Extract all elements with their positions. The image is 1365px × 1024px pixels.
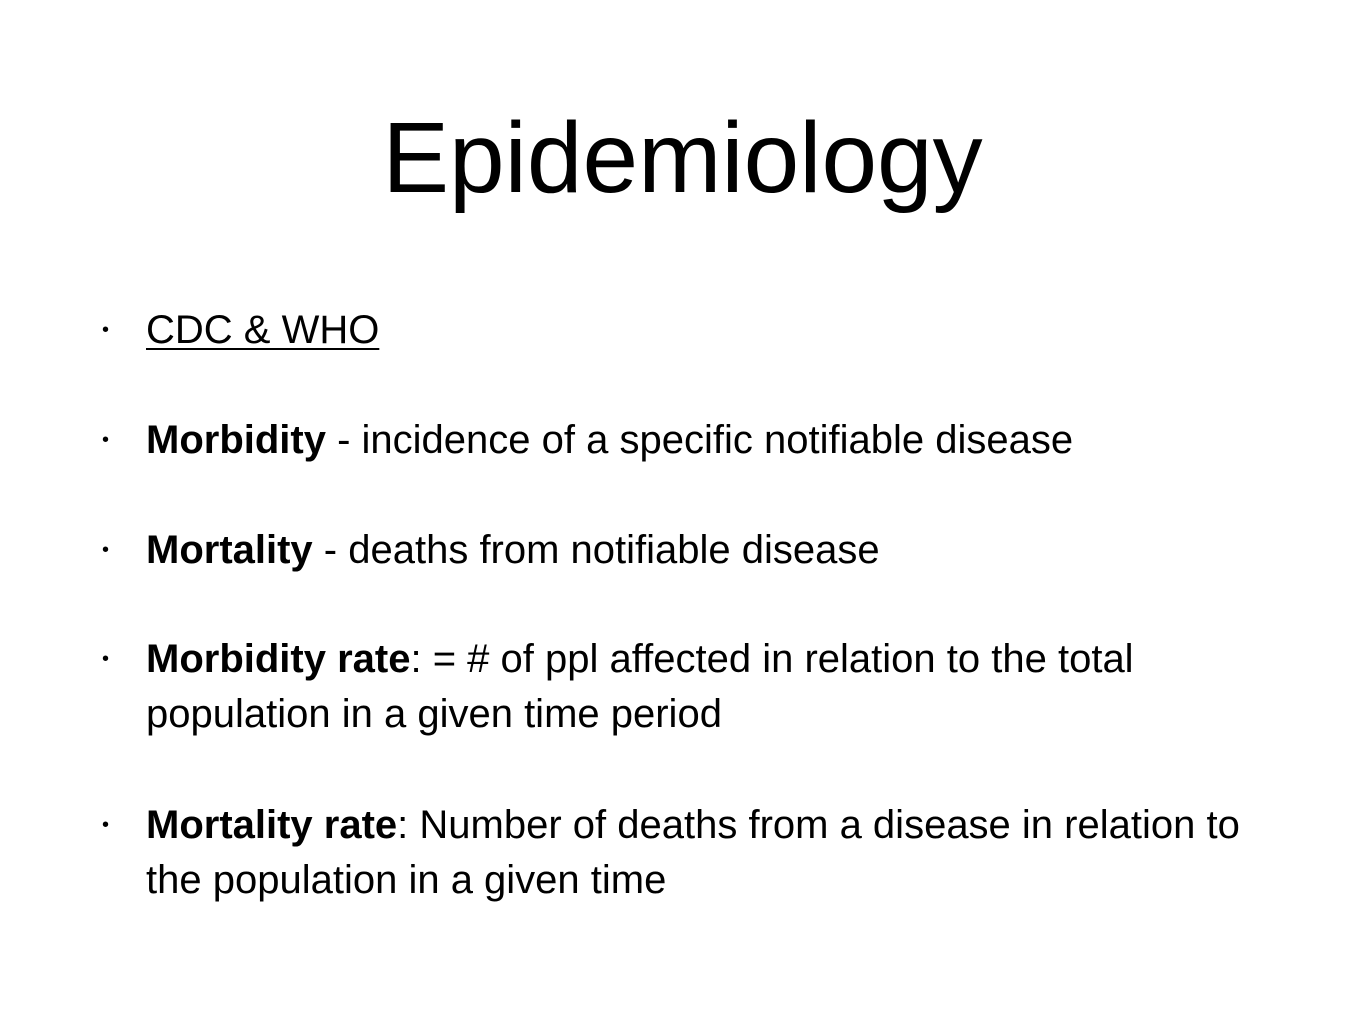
term-morbidity: Morbidity xyxy=(146,418,326,462)
bullet-dot-icon: • xyxy=(102,319,110,341)
bullet-dot-icon: • xyxy=(102,648,110,670)
definition-mortality-rate: : Number of deaths from a disease in relation to the population in a given time xyxy=(146,803,1240,902)
definition-mortality: - deaths from notifiable disease xyxy=(312,528,880,572)
bullet-dot-icon: • xyxy=(102,814,110,836)
bullet-morbidity-rate xyxy=(102,632,1286,742)
definition-morbidity-rate: : = # of ppl affected in relation to the total population in a given time period xyxy=(146,637,1134,736)
bullet-morbidity xyxy=(102,413,1286,468)
cdc-who-link-text: CDC & WHO xyxy=(146,308,380,352)
term-mortality: Mortality xyxy=(146,528,313,572)
bullet-mortality-rate xyxy=(102,798,1286,908)
bullet-cdc-who xyxy=(102,303,1286,358)
slide-title: Epidemiology xyxy=(382,102,983,214)
bullet-mortality xyxy=(102,523,1286,578)
definition-morbidity: - incidence of a specific notifiable disease xyxy=(325,418,1074,462)
bullet-dot-icon: • xyxy=(102,539,110,561)
term-morbidity-rate: Morbidity rate xyxy=(146,637,411,681)
term-mortality-rate: Mortality rate xyxy=(146,803,398,847)
bullet-dot-icon: • xyxy=(102,429,110,451)
